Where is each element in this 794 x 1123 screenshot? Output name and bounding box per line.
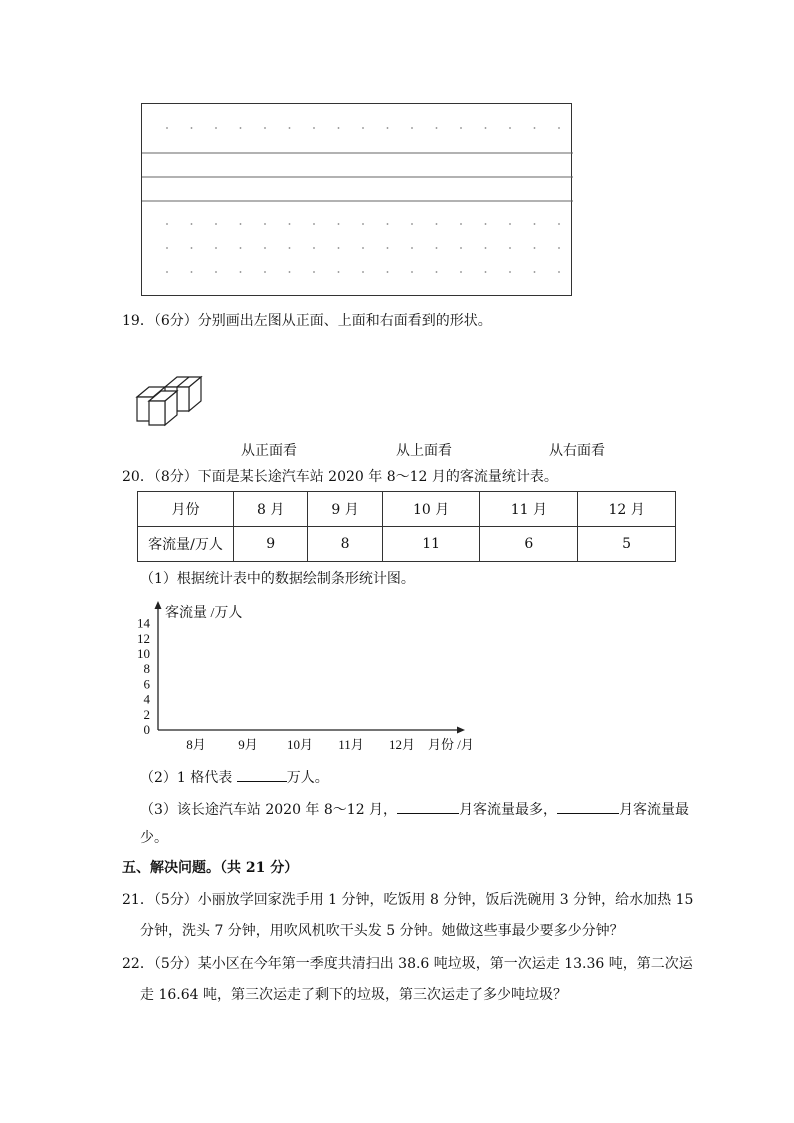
y-tick-label: 14	[137, 615, 150, 631]
grid-dot	[509, 127, 511, 129]
grid-dot	[215, 271, 217, 273]
table-row	[138, 527, 676, 562]
grid-dot	[338, 223, 340, 225]
grid-dot	[313, 223, 315, 225]
grid-dot	[191, 271, 193, 273]
q20-sub3-part-a: （3）该长途汽车站 2020 年 8～12 月，	[140, 802, 398, 818]
grid-dot	[436, 271, 438, 273]
grid-dot	[460, 223, 462, 225]
grid-dot	[338, 127, 340, 129]
y-tick-label: 2	[143, 706, 150, 722]
answer-blank[interactable]	[557, 798, 619, 814]
table-cell: 8	[308, 527, 382, 562]
grid-dot	[191, 223, 193, 225]
cube-figure-icon	[133, 370, 213, 430]
grid-dot	[558, 127, 560, 129]
dot-grid-drawing-area	[141, 103, 572, 296]
table-row	[138, 492, 676, 527]
q22-line2: 走 16.64 吨，第三次运走了剩下的垃圾，第三次运走了多少吨垃圾？	[140, 987, 567, 1003]
grid-dot	[534, 223, 536, 225]
x-axis-arrow-icon	[457, 727, 465, 734]
x-tick-label: 12月	[388, 737, 416, 752]
grid-dot	[436, 223, 438, 225]
q20-sub3-line2: 少。	[140, 830, 168, 846]
grid-dot	[289, 271, 291, 273]
grid-dot	[313, 127, 315, 129]
grid-dot	[240, 247, 242, 249]
grid-dot	[362, 271, 364, 273]
grid-dot	[436, 127, 438, 129]
grid-dot	[215, 247, 217, 249]
grid-dot	[215, 223, 217, 225]
grid-dot	[411, 247, 413, 249]
y-tick-label: 12	[137, 630, 150, 646]
grid-dot	[191, 247, 193, 249]
grid-dot	[436, 247, 438, 249]
bar-chart	[130, 595, 480, 760]
grid-dot	[411, 271, 413, 273]
grid-dot	[240, 223, 242, 225]
grid-dot	[485, 223, 487, 225]
q20-sub2	[140, 766, 329, 788]
grid-dot	[558, 247, 560, 249]
y-tick-label: 0	[143, 722, 150, 737]
x-tick-label: 10月	[286, 737, 314, 752]
section5-heading: 五、解决问题。（共 21 分）	[122, 860, 299, 876]
grid-dot	[166, 223, 168, 225]
q22-line1: 22．（5分）某小区在今年第一季度共清扫出 38.6 吨垃圾，第一次运走 13.36 吨，第二次运	[122, 956, 693, 972]
grid-dot	[289, 247, 291, 249]
table-header-cell: 客流量/万人	[138, 527, 234, 562]
answer-blank[interactable]	[397, 798, 459, 814]
x-tick-label: 9月	[238, 737, 258, 752]
x-axis-label: 月份 /月	[428, 737, 474, 752]
q20-intro: 20．（8分）下面是某长途汽车站 2020 年 8～12 月的客流量统计表。	[122, 469, 558, 485]
grid-dot	[411, 127, 413, 129]
q19-text: 19．（6分）分别画出左图从正面、上面和右面看到的形状。	[122, 313, 492, 329]
grid-dot	[264, 127, 266, 129]
grid-dot	[166, 127, 168, 129]
table-cell: 11	[382, 527, 480, 562]
view-top-label: 从上面看	[396, 443, 452, 459]
table-cell: 8 月	[234, 492, 308, 527]
grid-dot	[191, 127, 193, 129]
grid-dot	[362, 223, 364, 225]
q21-line1: 21．（5分）小丽放学回家洗手用 1 分钟，吃饭用 8 分钟，饭后洗碗用 3 分钟，给水加热 15	[122, 892, 694, 908]
table-cell: 12 月	[578, 492, 676, 527]
grid-dot	[264, 247, 266, 249]
q21-line2: 分钟，洗头 7 分钟，用吹风机吹干头发 5 分钟。她做这些事最少要多少分钟？	[140, 923, 624, 939]
grid-dot	[264, 271, 266, 273]
answer-blank[interactable]	[237, 766, 287, 782]
grid-dot	[313, 271, 315, 273]
table-cell: 9	[234, 527, 308, 562]
q20-sub3-part-c: 月客流量最	[619, 802, 690, 818]
grid-dot	[289, 127, 291, 129]
grid-dot	[509, 247, 511, 249]
grid-dot	[264, 223, 266, 225]
grid-dot	[166, 247, 168, 249]
grid-dot	[362, 247, 364, 249]
grid-dot	[313, 247, 315, 249]
grid-dot	[240, 271, 242, 273]
grid-dot	[558, 271, 560, 273]
grid-dot	[289, 223, 291, 225]
table-cell: 6	[480, 527, 578, 562]
view-front-label: 从正面看	[241, 443, 297, 459]
y-tick-label: 8	[143, 661, 150, 677]
grid-dot	[387, 127, 389, 129]
grid-dot	[534, 247, 536, 249]
q20-sub3	[140, 798, 689, 820]
grid-dot	[509, 223, 511, 225]
grid-dot	[362, 127, 364, 129]
table-cell: 5	[578, 527, 676, 562]
dot-grid-svg	[142, 104, 573, 297]
table-cell: 11 月	[480, 492, 578, 527]
grid-dot	[534, 271, 536, 273]
grid-dot	[387, 223, 389, 225]
grid-dot	[485, 127, 487, 129]
grid-dot	[485, 271, 487, 273]
q20-sub2-prefix: （2）1 格代表	[140, 770, 233, 786]
table-cell: 10 月	[382, 492, 480, 527]
grid-dot	[240, 127, 242, 129]
y-tick-label: 10	[137, 646, 150, 661]
x-tick-label: 11月	[338, 737, 364, 752]
grid-dot	[460, 127, 462, 129]
grid-dot	[338, 247, 340, 249]
grid-dot	[460, 247, 462, 249]
table-header-cell: 月份	[138, 492, 234, 527]
y-tick-label: 4	[143, 691, 150, 707]
passenger-flow-table	[137, 491, 676, 562]
q20-sub3-part-b: 月客流量最多，	[459, 802, 558, 818]
grid-dot	[338, 271, 340, 273]
q20-sub1: （1）根据统计表中的数据绘制条形统计图。	[140, 571, 415, 587]
q20-sub2-suffix: 万人。	[286, 770, 329, 786]
grid-dot	[215, 127, 217, 129]
x-tick-label: 8月	[186, 737, 206, 752]
table-cell: 9 月	[308, 492, 382, 527]
grid-dot	[558, 223, 560, 225]
view-right-label: 从右面看	[549, 443, 605, 459]
grid-dot	[387, 271, 389, 273]
grid-dot	[460, 271, 462, 273]
grid-dot	[509, 271, 511, 273]
grid-dot	[534, 127, 536, 129]
grid-dot	[485, 247, 487, 249]
grid-dot	[166, 271, 168, 273]
y-tick-label: 6	[143, 676, 150, 692]
y-axis-arrow-icon	[155, 601, 162, 609]
grid-dot	[387, 247, 389, 249]
grid-dot	[411, 223, 413, 225]
y-axis-label: 客流量 /万人	[165, 606, 243, 621]
